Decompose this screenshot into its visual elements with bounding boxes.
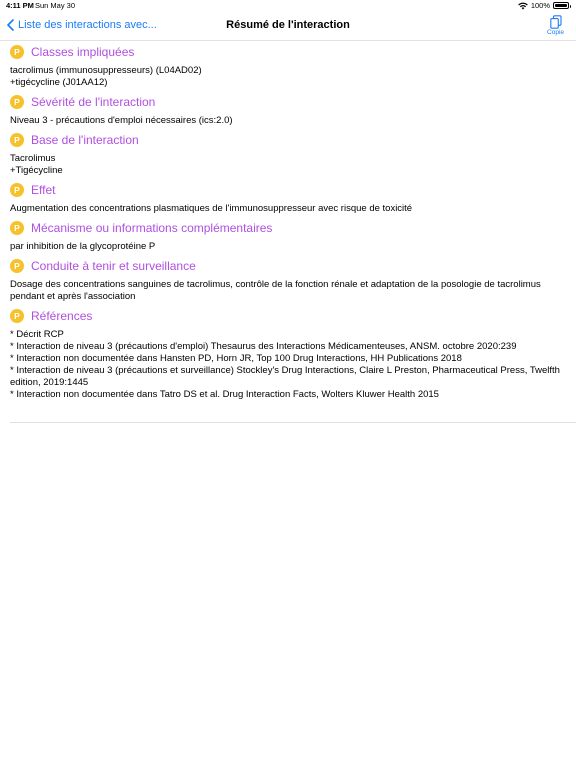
section-line: Niveau 3 - précautions d'emploi nécessaires (ics:2.0) (10, 115, 233, 126)
section-title: Mécanisme ou informations complémentaires (31, 220, 273, 235)
p-badge-icon: P (10, 221, 24, 235)
status-bar (0, 0, 576, 12)
section-line: * Interaction non documentée dans Hansten PD, Horn JR, Top 100 Drug Interactions, HH Publications 2018 (10, 353, 462, 364)
section-header (10, 131, 566, 148)
copy-button-label: Copie (547, 29, 564, 36)
p-badge-icon: P (10, 95, 24, 109)
battery-percent: 100% (530, 1, 550, 10)
section-line: * Décrit RCP (10, 329, 64, 340)
back-button-label: Liste des interactions avec... (18, 19, 157, 31)
section-line: Augmentation des concentrations plasmatiques de l'immunosuppresseur avec risque de toxicité (10, 203, 413, 214)
section-line: Dosage des concentrations sanguines de tacrolimus, contrôle de la fonction rénale et adaptation de la posologie de tacrolimus pendant et après l'association (10, 279, 541, 302)
section-body (10, 324, 566, 405)
p-badge-icon: P (10, 183, 24, 197)
section-body (10, 110, 566, 131)
section-line: * Interaction de niveau 3 (précautions et surveillance) Stockley's Drug Interactions, Claire L Preston, Pharmaceutical Press, Twelfth edition, 2019:1445 (10, 365, 560, 388)
section-body (10, 198, 566, 219)
section-header (10, 43, 566, 60)
interaction-summary (10, 43, 566, 405)
p-badge-icon: P (10, 45, 24, 59)
section-title: Effet (31, 182, 56, 197)
section-line: tacrolimus (immunosuppresseurs) (L04AD02) (10, 65, 202, 76)
section-title: Conduite à tenir et surveillance (31, 258, 196, 273)
navigation-bar (0, 12, 576, 41)
section-title: Sévérité de l'interaction (31, 94, 156, 109)
p-badge-icon: P (10, 309, 24, 323)
section-title: Classes impliquées (31, 44, 135, 59)
content-divider (10, 422, 576, 423)
section-body (10, 274, 566, 307)
p-badge-icon: P (10, 259, 24, 273)
section-line: par inhibition de la glycoprotéine P (10, 241, 156, 252)
copy-icon (550, 15, 562, 29)
section-body (10, 236, 566, 257)
section-header (10, 307, 566, 324)
status-date: Sun May 30 (35, 1, 76, 10)
status-right (518, 1, 569, 10)
section-body (10, 60, 566, 93)
battery-icon (553, 2, 569, 9)
section-title: Références (31, 308, 93, 323)
page-title: Résumé de l'interaction (226, 19, 350, 31)
p-badge-icon: P (10, 133, 24, 147)
section-body (10, 148, 566, 181)
status-time: 4:11 PM (6, 1, 34, 10)
copy-button[interactable] (547, 15, 564, 36)
section-line: Tacrolimus (10, 153, 56, 164)
section-title: Base de l'interaction (31, 132, 139, 147)
section-line: * Interaction de niveau 3 (précautions d'emploi) Thesaurus des Interactions Médicamenteuses, ANSM. octobre 2020:239 (10, 341, 517, 352)
section-header (10, 219, 566, 236)
wifi-icon (518, 2, 528, 10)
section-header (10, 181, 566, 198)
section-header (10, 257, 566, 274)
section-header (10, 93, 566, 110)
section-line: * Interaction non documentée dans Tatro DS et al. Drug Interaction Facts, Wolters Kluwer Health 2015 (10, 389, 439, 400)
section-line: +Tigécycline (10, 165, 63, 176)
section-line: +tigécycline (J01AA12) (10, 77, 108, 88)
